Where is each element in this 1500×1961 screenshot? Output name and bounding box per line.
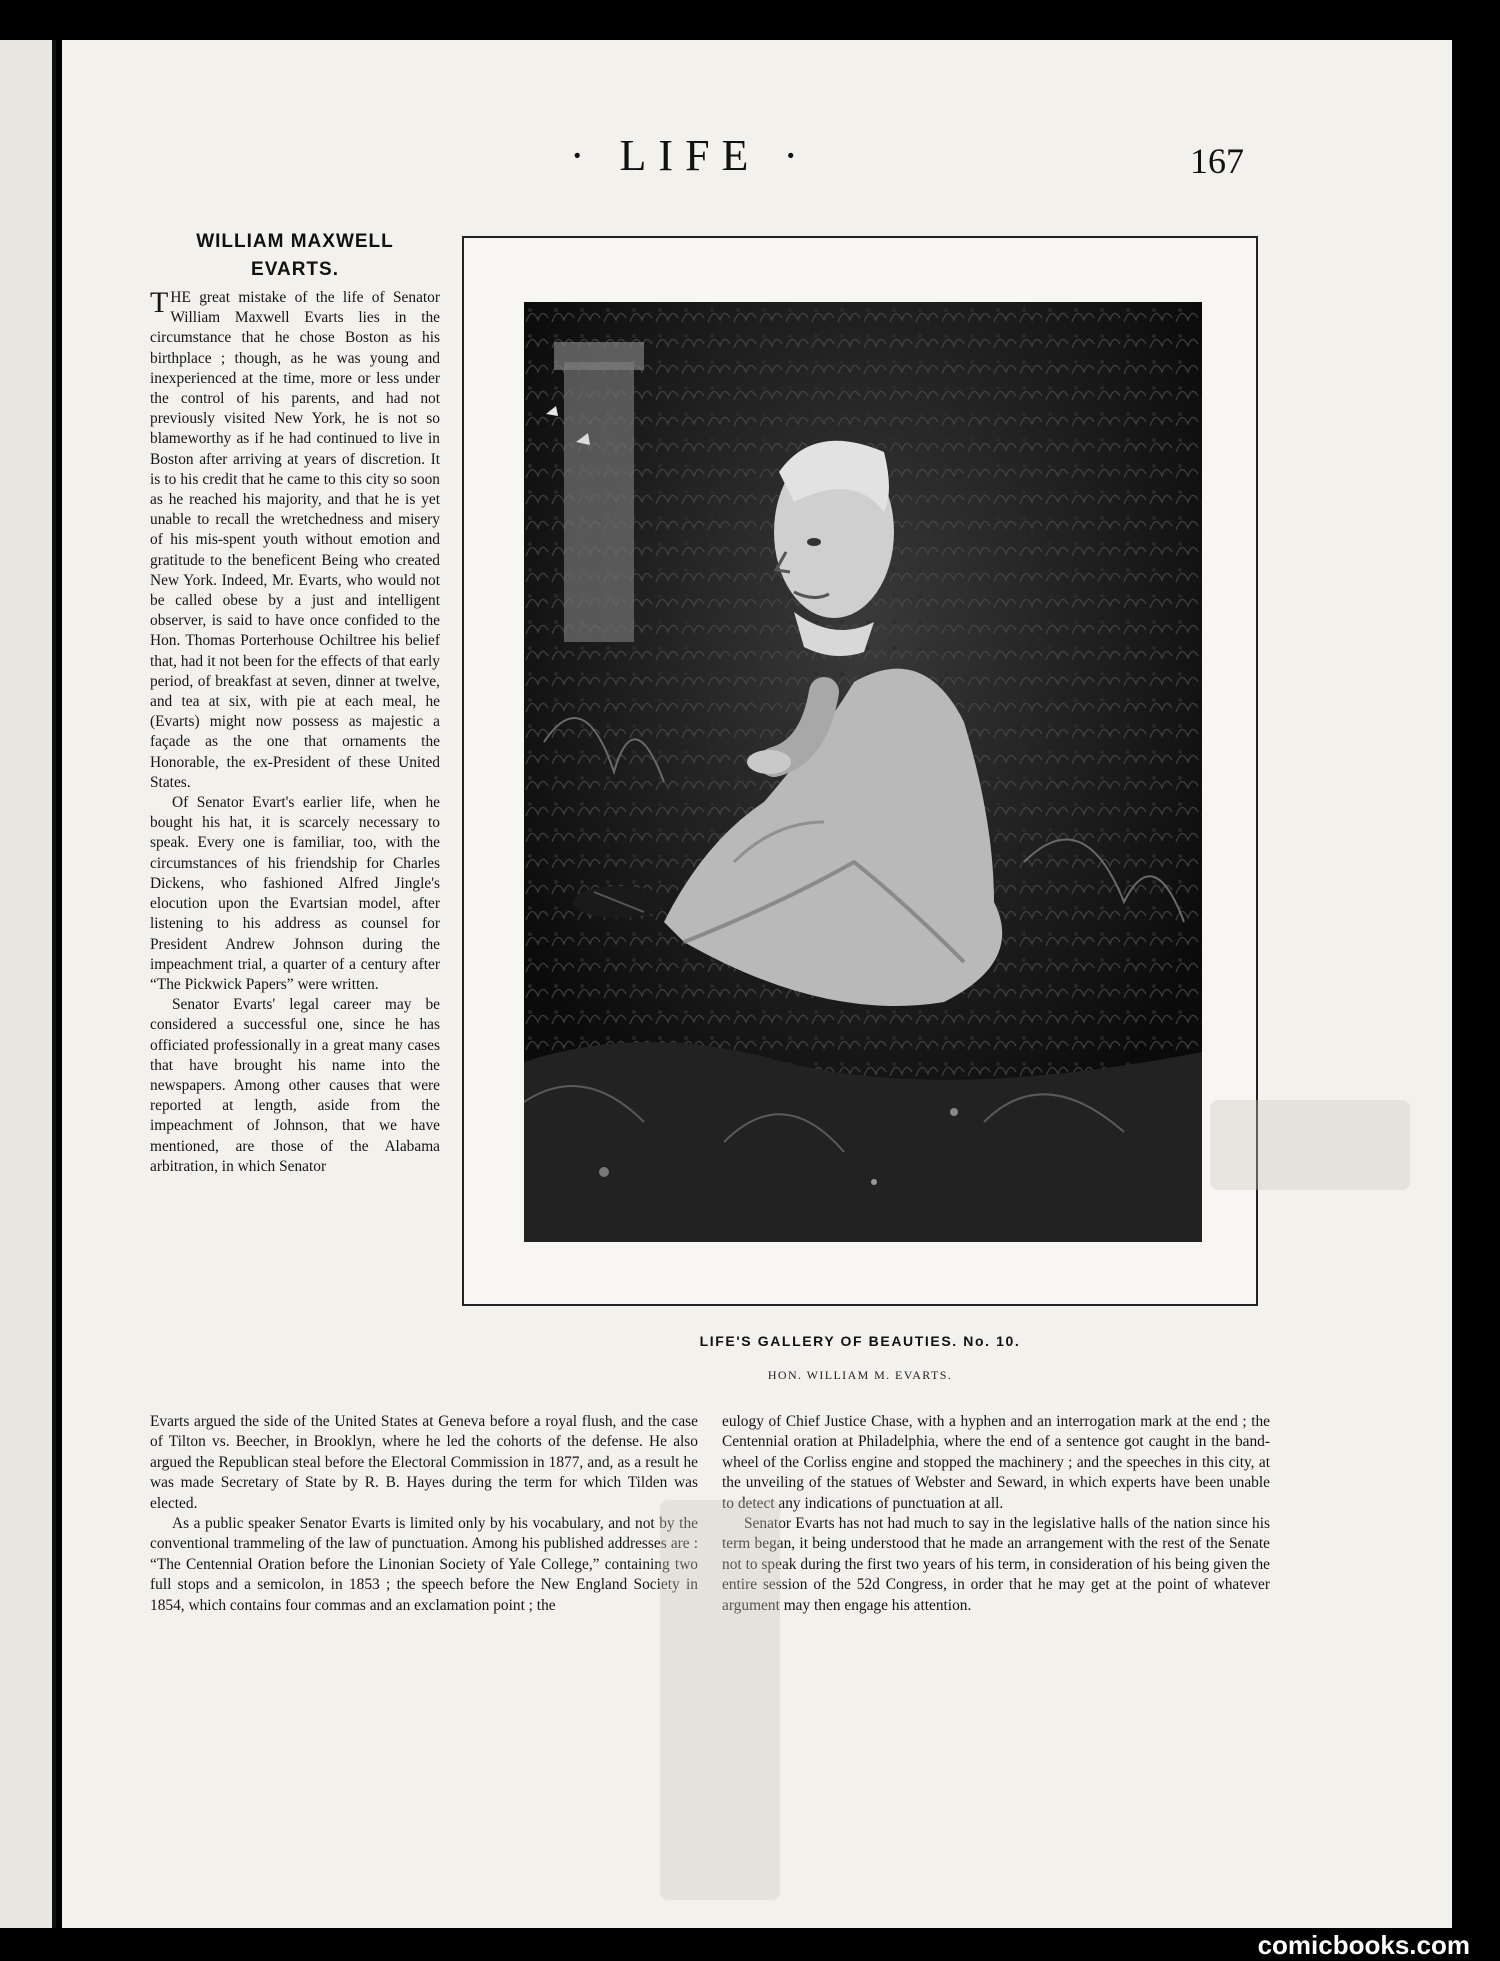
article-paragraph: Senator Evarts' legal career may be considered a successful one, since he has officiated professionally in a great many cases that have brought his name into the newspapers. Among other causes that were reported at length, aside from the impeachment of Johnson, that we have mentioned, are those of the Alabama arbitration, in which Senator [150,996,440,1175]
article-paragraph: Evarts argued the side of the United States at Geneva before a royal flush, and the case of Tilton vs. Beecher, in Brooklyn, where he led the cohorts of the defense. He also argued the Republican steal before the Electoral Commission in 1877, and, as a result he was made Secretary of State by R. B. Hayes during the term for which Tilden was elected. [150,1413,698,1512]
page-stain [1210,1100,1410,1190]
illustration-caption: LIFE'S GALLERY OF BEAUTIES. No. 10. [699,1333,1021,1349]
illustration-frame [462,236,1258,1306]
caricature-engraving [524,302,1202,1242]
article-column-bottom-left [150,1412,698,1616]
drop-cap: T [150,286,169,319]
article-column-bottom-right [722,1412,1270,1616]
adjacent-page-edge [0,40,56,1928]
source-watermark: comicbooks.com [1257,1930,1470,1960]
article-paragraph: eulogy of Chief Justice Chase, with a hyphen and an interrogation mark at the end ; the Centennial oration at Philadelphia, where the end of a sentence got caught in the band-wheel of the Corliss engine and stopped the machinery ; and the speeches in this city, at the unveiling of the statues of Webster and Seward, in which experts have been unable to detect any indications of punctuation at all. [722,1413,1270,1512]
illustration-subcaption: HON. WILLIAM M. EVARTS. [767,1368,953,1382]
masthead: · LIFE · [569,131,811,180]
article-column-left [150,288,440,1177]
page-number: 167 [1190,141,1244,181]
article-paragraph: Senator Evarts has not had much to say in the legislative halls of the nation since his term began, it being understood that he made an arrangement with the rest of the Senate not to speak during the first two years of his term, in consideration of his being given the entire session of the 52d Congress, in order that he may get at the point of whatever argument may then engage his attention. [722,1515,1270,1614]
article-paragraph: As a public speaker Senator Evarts is limited only by his vocabulary, and not by the conventional trammeling of the law of punctuation. Among his published addresses are : “The Centennial Oration before the Linonian Society of Yale College,” containing two full stops and a semicolon, in 1853 ; the speech before the New England Society in 1854, which contains four commas and an exclamation point ; the [150,1515,698,1614]
article-paragraph: Of Senator Evart's earlier life, when he bought his hat, it is scarcely necessary to speak. Every one is familiar, too, with the circumstances of his friendship for Charles Dickens, who fashioned Alfred Jingle's elocution upon the Evartsian model, after listening to his address as counsel for President Andrew Johnson during the impeachment trial, a quarter of a century after “The Pickwick Papers” were written. [150,794,440,993]
page-stain [660,1500,780,1900]
article-headline: WILLIAM MAXWELL EVARTS. [196,231,394,280]
article-paragraph: THE great mistake of the life of Senator William Maxwell Evarts lies in the circumstance that he chose Boston as his birthplace ; though, as he was young and inexperienced at the time, more or less under the control of his parents, and had not previously visited New York, he is not so blameworthy as if he had continued to live in Boston after arriving at years of discretion. It is to his credit that he came to this city so soon as he reached his majority, and that he is yet unable to recall the wretchedness and misery of his mis-spent youth without emotion and gratitude to the beneficent Being who created New York. Indeed, Mr. Evarts, who would not be called obese by a just and intelligent observer, is said to have once confided to the Hon. Thomas Porterhouse Ochiltree his belief that, had it not been for the effects of that early period, of breakfast at seven, dinner at twelve, and tea at six, with pie at each meal, he (Evarts) might now possess as majestic a façade as the one that ornaments the Honorable, the ex-President of these United States. [150,286,440,791]
